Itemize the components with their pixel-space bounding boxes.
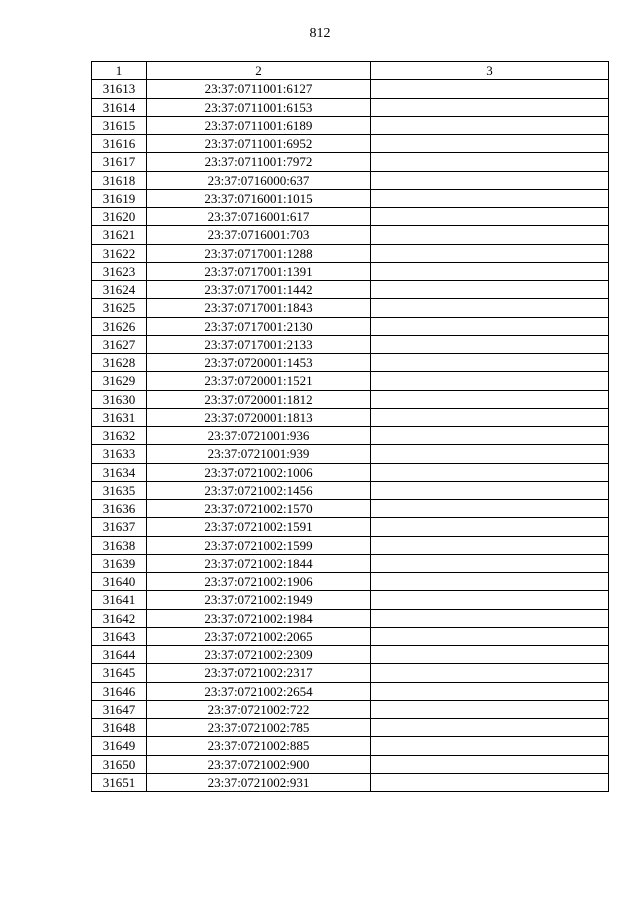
table-row xyxy=(92,518,609,536)
table-cell-col-1: 31651 xyxy=(92,773,147,791)
table-row xyxy=(92,98,609,116)
column-header-3: 3 xyxy=(371,62,609,80)
table-cell-col-2: 23:37:0717001:2130 xyxy=(147,317,371,335)
table-cell-col-3 xyxy=(371,299,609,317)
table-cell-col-2: 23:37:0721002:1456 xyxy=(147,481,371,499)
table-cell-col-1: 31613 xyxy=(92,80,147,98)
table-cell-col-2: 23:37:0717001:2133 xyxy=(147,335,371,353)
table-row xyxy=(92,682,609,700)
table-cell-col-1: 31624 xyxy=(92,281,147,299)
table-cell-col-2: 23:37:0721002:2065 xyxy=(147,627,371,645)
table-header-row xyxy=(92,62,609,80)
table-cell-col-1: 31638 xyxy=(92,536,147,554)
table-cell-col-1: 31626 xyxy=(92,317,147,335)
table-cell-col-3 xyxy=(371,98,609,116)
table-cell-col-1: 31625 xyxy=(92,299,147,317)
table-row xyxy=(92,372,609,390)
table-row xyxy=(92,755,609,773)
table-row xyxy=(92,664,609,682)
table-row xyxy=(92,153,609,171)
table-cell-col-1: 31630 xyxy=(92,390,147,408)
table-row xyxy=(92,317,609,335)
table-cell-col-3 xyxy=(371,226,609,244)
table-cell-col-3 xyxy=(371,189,609,207)
table-cell-col-1: 31627 xyxy=(92,335,147,353)
table-cell-col-2: 23:37:0721002:1570 xyxy=(147,500,371,518)
table-row xyxy=(92,335,609,353)
table-row xyxy=(92,390,609,408)
table-cell-col-1: 31635 xyxy=(92,481,147,499)
table-row xyxy=(92,189,609,207)
table-cell-col-1: 31614 xyxy=(92,98,147,116)
table-cell-col-2: 23:37:0721002:722 xyxy=(147,700,371,718)
table-cell-col-2: 23:37:0721002:2309 xyxy=(147,646,371,664)
table-cell-col-2: 23:37:0711001:6952 xyxy=(147,135,371,153)
table-cell-col-2: 23:37:0717001:1442 xyxy=(147,281,371,299)
table-cell-col-1: 31639 xyxy=(92,554,147,572)
table-row xyxy=(92,773,609,791)
table-row xyxy=(92,135,609,153)
table-cell-col-1: 31629 xyxy=(92,372,147,390)
table-cell-col-2: 23:37:0720001:1813 xyxy=(147,408,371,426)
table-cell-col-2: 23:37:0716000:637 xyxy=(147,171,371,189)
table-cell-col-1: 31632 xyxy=(92,427,147,445)
table-row xyxy=(92,427,609,445)
table-row xyxy=(92,609,609,627)
table-cell-col-3 xyxy=(371,445,609,463)
table-cell-col-3 xyxy=(371,372,609,390)
table-cell-col-1: 31631 xyxy=(92,408,147,426)
table-cell-col-1: 31636 xyxy=(92,500,147,518)
table-cell-col-3 xyxy=(371,135,609,153)
table-cell-col-2: 23:37:0721002:1949 xyxy=(147,591,371,609)
table-cell-col-3 xyxy=(371,171,609,189)
page-number: 812 xyxy=(309,26,331,41)
table-cell-col-1: 31617 xyxy=(92,153,147,171)
table-row xyxy=(92,445,609,463)
table-cell-col-3 xyxy=(371,463,609,481)
table-cell-col-2: 23:37:0711001:6127 xyxy=(147,80,371,98)
table-row xyxy=(92,554,609,572)
table-cell-col-3 xyxy=(371,262,609,280)
table-cell-col-3 xyxy=(371,773,609,791)
table-cell-col-1: 31648 xyxy=(92,719,147,737)
table-cell-col-2: 23:37:0716001:617 xyxy=(147,208,371,226)
table-row xyxy=(92,700,609,718)
table-cell-col-3 xyxy=(371,335,609,353)
table-cell-col-3 xyxy=(371,390,609,408)
table-cell-col-1: 31646 xyxy=(92,682,147,700)
table-cell-col-2: 23:37:0721002:2317 xyxy=(147,664,371,682)
table-cell-col-1: 31642 xyxy=(92,609,147,627)
table-row xyxy=(92,226,609,244)
table-cell-col-3 xyxy=(371,208,609,226)
table-row xyxy=(92,262,609,280)
data-table xyxy=(91,61,609,792)
table-row xyxy=(92,463,609,481)
table-cell-col-3 xyxy=(371,536,609,554)
table-cell-col-1: 31641 xyxy=(92,591,147,609)
table-row xyxy=(92,244,609,262)
table-cell-col-3 xyxy=(371,518,609,536)
table-cell-col-1: 31622 xyxy=(92,244,147,262)
table-cell-col-2: 23:37:0721002:900 xyxy=(147,755,371,773)
table-cell-col-3 xyxy=(371,646,609,664)
table-cell-col-1: 31634 xyxy=(92,463,147,481)
table-row xyxy=(92,719,609,737)
table-cell-col-3 xyxy=(371,408,609,426)
table-cell-col-2: 23:37:0716001:703 xyxy=(147,226,371,244)
table-cell-col-2: 23:37:0721002:1844 xyxy=(147,554,371,572)
table-row xyxy=(92,646,609,664)
table-row xyxy=(92,299,609,317)
table-cell-col-1: 31619 xyxy=(92,189,147,207)
table-row xyxy=(92,737,609,755)
table-row xyxy=(92,627,609,645)
table-cell-col-1: 31649 xyxy=(92,737,147,755)
table-cell-col-3 xyxy=(371,244,609,262)
table-cell-col-1: 31637 xyxy=(92,518,147,536)
table-cell-col-2: 23:37:0720001:1812 xyxy=(147,390,371,408)
table-cell-col-3 xyxy=(371,354,609,372)
table-cell-col-3 xyxy=(371,755,609,773)
table-cell-col-2: 23:37:0721002:885 xyxy=(147,737,371,755)
table-cell-col-3 xyxy=(371,609,609,627)
table-row xyxy=(92,481,609,499)
table-cell-col-3 xyxy=(371,682,609,700)
table-cell-col-1: 31618 xyxy=(92,171,147,189)
table-cell-col-3 xyxy=(371,153,609,171)
table-cell-col-1: 31645 xyxy=(92,664,147,682)
table-cell-col-2: 23:37:0721002:785 xyxy=(147,719,371,737)
table-cell-col-2: 23:37:0721002:1599 xyxy=(147,536,371,554)
table-cell-col-2: 23:37:0721002:1906 xyxy=(147,573,371,591)
table-row xyxy=(92,536,609,554)
table-cell-col-1: 31633 xyxy=(92,445,147,463)
table-row xyxy=(92,500,609,518)
table-cell-col-2: 23:37:0711001:7972 xyxy=(147,153,371,171)
table-cell-col-1: 31647 xyxy=(92,700,147,718)
table-cell-col-1: 31650 xyxy=(92,755,147,773)
table-row xyxy=(92,591,609,609)
table-cell-col-3 xyxy=(371,627,609,645)
table-cell-col-2: 23:37:0721002:1984 xyxy=(147,609,371,627)
table-cell-col-1: 31643 xyxy=(92,627,147,645)
table-cell-col-2: 23:37:0721002:2654 xyxy=(147,682,371,700)
table-cell-col-2: 23:37:0717001:1288 xyxy=(147,244,371,262)
table-cell-col-2: 23:37:0721002:931 xyxy=(147,773,371,791)
table-cell-col-2: 23:37:0711001:6153 xyxy=(147,98,371,116)
table-cell-col-2: 23:37:0711001:6189 xyxy=(147,116,371,134)
table-row xyxy=(92,354,609,372)
table-cell-col-2: 23:37:0717001:1391 xyxy=(147,262,371,280)
table-cell-col-2: 23:37:0716001:1015 xyxy=(147,189,371,207)
column-header-2: 2 xyxy=(147,62,371,80)
table-cell-col-3 xyxy=(371,573,609,591)
table-cell-col-3 xyxy=(371,700,609,718)
table-cell-col-1: 31615 xyxy=(92,116,147,134)
table-row xyxy=(92,171,609,189)
table-cell-col-1: 31640 xyxy=(92,573,147,591)
table-cell-col-1: 31616 xyxy=(92,135,147,153)
table-cell-col-3 xyxy=(371,481,609,499)
table-row xyxy=(92,116,609,134)
table-cell-col-3 xyxy=(371,80,609,98)
table-cell-col-3 xyxy=(371,719,609,737)
table-cell-col-3 xyxy=(371,554,609,572)
table-body xyxy=(92,80,609,792)
table-cell-col-2: 23:37:0720001:1521 xyxy=(147,372,371,390)
table-row xyxy=(92,573,609,591)
table-cell-col-1: 31621 xyxy=(92,226,147,244)
table-cell-col-1: 31623 xyxy=(92,262,147,280)
table-row xyxy=(92,281,609,299)
table-cell-col-3 xyxy=(371,317,609,335)
table-cell-col-3 xyxy=(371,737,609,755)
table-row xyxy=(92,80,609,98)
table-cell-col-1: 31644 xyxy=(92,646,147,664)
table-cell-col-1: 31620 xyxy=(92,208,147,226)
table-cell-col-2: 23:37:0721001:939 xyxy=(147,445,371,463)
table-cell-col-2: 23:37:0721001:936 xyxy=(147,427,371,445)
table-cell-col-1: 31628 xyxy=(92,354,147,372)
table-cell-col-3 xyxy=(371,427,609,445)
table-cell-col-2: 23:37:0717001:1843 xyxy=(147,299,371,317)
table-cell-col-2: 23:37:0720001:1453 xyxy=(147,354,371,372)
table-cell-col-3 xyxy=(371,591,609,609)
column-header-1: 1 xyxy=(92,62,147,80)
table-cell-col-3 xyxy=(371,281,609,299)
table-cell-col-2: 23:37:0721002:1591 xyxy=(147,518,371,536)
table-row xyxy=(92,208,609,226)
table-cell-col-2: 23:37:0721002:1006 xyxy=(147,463,371,481)
table-cell-col-3 xyxy=(371,116,609,134)
table-cell-col-3 xyxy=(371,500,609,518)
table-cell-col-3 xyxy=(371,664,609,682)
table-row xyxy=(92,408,609,426)
